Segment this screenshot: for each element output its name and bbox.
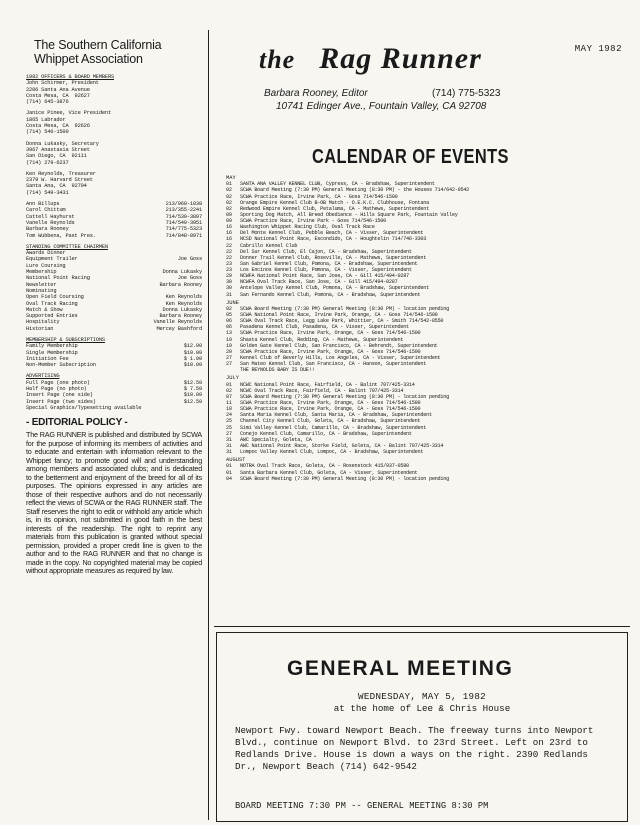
calendar-month: AUGUST: [226, 457, 246, 464]
subscription-value: $10.00: [183, 349, 202, 356]
masthead-the: the: [259, 45, 296, 74]
advertising-note: Special Graphics/Typesetting available: [26, 404, 142, 411]
event-text: Conejo Kennel Club, Camarillo, CA - Bradshaw, Superintendent: [240, 430, 412, 437]
officer-line: Ken Reynolds, Treasurer: [26, 170, 96, 177]
event-text: SCWA National Point Race, Irvine Park, Orange, CA - Goss 714/546-1500: [240, 312, 438, 319]
masthead-name: Rag Runner: [319, 42, 482, 75]
officer-line: (714) 549-3431: [26, 189, 69, 196]
left-column: [26, 38, 202, 818]
event-day: 22: [226, 242, 232, 249]
event-text: NCWFA National Point Race, San Jose, CA - Gill 415/494-0287: [240, 273, 409, 280]
event-text: SCWA Oval Track Race, Legg Lake Park, Whittier, CA - Smith 714/542-8550: [240, 318, 444, 325]
officer-line: (714) 645-3876: [26, 99, 69, 106]
event-text: Channel City Kennel Club, Goleta, CA - Bradshaw, Superintendent: [240, 418, 421, 425]
event-day: 01: [226, 181, 232, 188]
board-member-name: Barbara Rooney: [26, 226, 69, 233]
event-day: 22: [226, 254, 232, 261]
calendar-title: CALENDAR OF EVENTS: [312, 146, 509, 168]
calendar-month: MAY: [226, 175, 236, 181]
event-day: 16: [226, 236, 232, 243]
committee-value: Joe Goss: [177, 275, 202, 282]
general-meeting-host: at the home of Lee & Chris House: [333, 703, 511, 714]
subscription: [26, 362, 202, 368]
officer-line: (714) 546-1500: [26, 129, 69, 136]
event-day: 25: [226, 424, 232, 431]
event-day: 30: [226, 285, 232, 292]
board-member-value: 213/960-1038: [165, 201, 202, 208]
event-day: 31: [226, 436, 232, 443]
event-text: AWC Specialty, Goleta, CA: [240, 436, 312, 443]
committee-value: Vanelle Reynolds: [153, 319, 202, 326]
event-day: 19: [226, 336, 232, 343]
event-text: SCWA Board Meeting (7:30 PM) General Meeting (8:30 PM) - location pending: [240, 475, 449, 482]
event-day: 04: [226, 475, 232, 482]
editorial-policy-title: - EDITORIAL POLICY -: [26, 417, 128, 429]
event-day: 02: [226, 193, 232, 200]
officer-block: [26, 171, 202, 196]
event-day: 29: [226, 273, 232, 280]
calendar-separator: [214, 626, 630, 627]
event-text: SANTA ANA VALLEY KENNEL CLUB, Cypress, CA - Bradshaw, Superintendent: [240, 181, 435, 188]
calendar-of-events: [226, 173, 630, 482]
event-day: 23: [226, 267, 232, 274]
officer-line: (714) 279-6237: [26, 159, 69, 166]
event-day: 02: [226, 305, 232, 312]
masthead-phone: (714) 775-5323: [432, 88, 501, 99]
event-day: 01: [226, 381, 232, 388]
board-list: [26, 201, 202, 239]
event-day: 06: [226, 324, 232, 331]
subscription-name: Initiation Fee: [26, 355, 69, 362]
officer-line: Janice Pinee, Vice President: [26, 110, 111, 117]
event-day: 31: [226, 291, 232, 298]
event-text: Del Monte Kennel Club, Pebble Beach, CA - Visser, Superintendent: [240, 230, 424, 237]
event-day: 27: [226, 354, 232, 361]
officer-line: 1865 Labrador: [26, 116, 66, 123]
board-member-value: 213/355-2241: [165, 207, 202, 214]
ad-rate-value: $10.00: [183, 392, 202, 399]
event-text: NCWFA Oval Track Race, San Jose, CA - Gill 415/494-0287: [240, 279, 398, 286]
officers-list: [26, 80, 202, 196]
event-day: 01: [226, 463, 232, 470]
event-text: Los Encinos Kennel Club, Pomona, CA - Visser, Superintendent: [240, 267, 412, 274]
event-text: Lompoc Valley Kennel Club, Lompoc, CA - Bradshaw, Superintendent: [240, 449, 424, 456]
event-text: Washington Whippet Racing Club, Oval Track Race: [240, 224, 375, 231]
event-day: 25: [226, 418, 232, 425]
event-text: SCWA Board Meeting (7:30 PM) General Meeting (8:30 PM) - location pending: [240, 305, 449, 312]
ad-rate-value: $12.50: [183, 379, 202, 386]
committee-name: Oval Track Racing: [26, 300, 78, 307]
officer-line: 3967 Anastasia Street: [26, 146, 90, 153]
event-text: SCWA Practice Race, Irvine Park, Orange, CA - Goss 714/546-1500: [240, 348, 421, 355]
committee-name: Nominating: [26, 287, 57, 294]
event-text: SCWA Board Meeting (7:30 PM) General Meeting (8:30 PM) - location pending: [240, 393, 449, 400]
committee: [26, 326, 202, 332]
event-day: 16: [226, 224, 232, 231]
committee-value: Barbara Rooney: [159, 313, 202, 320]
calendar-month: JULY: [226, 375, 239, 382]
subscription-value: $12.00: [183, 343, 202, 350]
calendar-event: [226, 367, 630, 373]
event-day: 24: [226, 412, 232, 419]
subscriptions-list: [26, 343, 202, 368]
masthead-editor: Barbara Rooney, Editor: [264, 88, 368, 99]
officer-block: [26, 110, 202, 135]
association-name: The Southern California Whippet Association: [34, 38, 162, 66]
masthead-title: [259, 42, 482, 76]
event-day: 02: [226, 387, 232, 394]
event-day: 23: [226, 260, 232, 267]
event-text: Orange Empire Kennel Club B-OB Match - O.E.K.C. Clubhouse, Fontana: [240, 199, 429, 206]
committee-heading: STANDING COMMITTEE CHAIRMEN: [26, 243, 108, 250]
committee-name: Historian: [26, 325, 54, 332]
ad-rate-name: Insert Page (one side): [26, 392, 93, 399]
ad-rate-name: Full Page (one photo): [26, 379, 90, 386]
subscription-value: $ 1.00: [183, 355, 202, 362]
calendar-event: [226, 476, 630, 482]
event-text: Santa Maria Kennel Club, Santa Maria, CA - Bradshaw, Superintendent: [240, 412, 432, 419]
committee-name: Lure Coursing: [26, 262, 66, 269]
committee-name: National Point Racing: [26, 275, 90, 282]
officer-line: John Schirmer, President: [26, 80, 99, 87]
subscription-name: Single Membership: [26, 349, 78, 356]
event-text: SCWA Board Meeting (7:30 PM) General Meeting (8:30 PM) - the Houses 714/642-9542: [240, 187, 470, 194]
event-text: Antelope Valley Kennel Club, Pomona, CA - Bradshaw, Superintendent: [240, 285, 429, 292]
event-text: NCSD National Point Race, Escondido, CA - Houghtelin 714/746-3303: [240, 236, 427, 243]
column-divider: [208, 30, 209, 820]
committee-name: Newsletter: [26, 281, 57, 288]
officer-line: 2206 Santa Ana Avenue: [26, 86, 90, 93]
event-text: NOTRA Oval Track Race, Goleta, CA - Rosenstock 415/937-0590: [240, 463, 409, 470]
event-day: 13: [226, 330, 232, 337]
event-day: 02: [226, 199, 232, 206]
ad-rate-name: Insert Page (two sides): [26, 398, 96, 405]
board-member-name: Carol Chittum: [26, 207, 66, 214]
event-day: 27: [226, 361, 232, 368]
officer-line: 2379 W. Harvard Street: [26, 177, 93, 184]
officer-line: Costa Mesa, CA 92627: [26, 92, 90, 99]
board-member-value: 714/549-3951: [165, 219, 202, 226]
event-text: NCWC National Point Race, Fairfield, CA - Balint 707/425-3314: [240, 381, 415, 388]
committee-list: [26, 250, 202, 332]
event-day: 31: [226, 442, 232, 449]
committee-name: Hospitality: [26, 319, 60, 326]
committee-name: Membership: [26, 269, 57, 276]
event-text: Cabrillo Kennel Club: [240, 242, 298, 249]
event-text: Donner Trail Kennel Club, Roseville, CA - Mathews, Superintendent: [240, 254, 427, 261]
event-day: 09: [226, 211, 232, 218]
committee-value: Donna Lukasky: [162, 306, 202, 313]
ad-rate-value: $12.50: [183, 398, 202, 405]
committee-name: Equipment Trailer: [26, 256, 78, 263]
event-text: Redwood Empire Kennel Club, Petaluma, CA - Mathews, Superintendent: [240, 205, 429, 212]
event-text: Golden Gate Kennel Club, San Francisco, CA - Behrendt, Superintendent: [240, 342, 438, 349]
general-meeting-title: GENERAL MEETING: [287, 657, 514, 680]
officer-line: Costa Mesa, CA 92626: [26, 123, 90, 130]
event-day: 02: [226, 187, 232, 194]
issue-date: MAY 1982: [574, 44, 622, 54]
board-member-name: Cattell Hayhurst: [26, 213, 75, 220]
event-text: San Fernando Kennel Club, Pomona, CA - Bradshaw, Superintendent: [240, 291, 421, 298]
officer-line: San Diego, CA 92111: [26, 153, 87, 160]
event-text: San Mateo Kennel Club, San Francisco, CA - Hanson, Superintendent: [240, 361, 427, 368]
right-column: [214, 30, 630, 820]
event-day: 20: [226, 348, 232, 355]
committee-name: Awards Dinner: [26, 250, 66, 257]
calendar-event: [226, 449, 630, 455]
event-day: 05: [226, 312, 232, 319]
general-meeting-date: WEDNESDAY, MAY 5, 1982: [358, 691, 486, 702]
ad-rate-name: Half Page (no photo): [26, 386, 87, 393]
event-text: AWC National Point Race, Storke Field, Goleta, CA - Balint 707/425-3314: [240, 442, 444, 449]
event-text: SCWA Practice Race, Irvine Park, Orange, CA - Goss 714/546-1500: [240, 400, 421, 407]
subscription-value: $10.00: [183, 362, 202, 369]
general-meeting-box: [216, 632, 628, 822]
general-meeting-times: BOARD MEETING 7:30 PM -- GENERAL MEETING 8:30 PM: [235, 801, 489, 811]
committee-name: Open Field Coursing: [26, 294, 84, 301]
ad-rate-value: $ 7.50: [183, 386, 202, 393]
event-day: 16: [226, 230, 232, 237]
subscription-name: Non-Member Subscription: [26, 362, 96, 369]
officers-heading: 1982 OFFICERS & BOARD MEMBERS: [26, 74, 115, 80]
event-day: 27: [226, 430, 232, 437]
event-text: Kennel Club of Beverly Hills, Los Angeles, CA - Visser, Superintendent: [240, 354, 441, 361]
event-text: Santa Barbara Kennel Club, Goleta, CA - Visser, Superintendent: [240, 469, 418, 476]
committee-value: Donna Lukasky: [162, 269, 202, 276]
calendar-month: JUNE: [226, 299, 239, 306]
advertising-list: [26, 380, 202, 405]
event-day: 30: [226, 279, 232, 286]
event-day: 07: [226, 393, 232, 400]
officer-block: [26, 80, 202, 105]
event-day: 31: [226, 449, 232, 456]
board-member-value: 714/848-8971: [165, 232, 202, 239]
event-text: SCWA Practice Race, Irvine Park, Orange, CA - Goss 714/546-1500: [240, 406, 421, 413]
committee-value: Barbara Rooney: [159, 281, 202, 288]
event-text: SCWA Practice Race, Irvine Park - Goss 714/546-1500: [240, 218, 387, 225]
event-text: NCWC Oval Track Race, Fairfield, CA - Balint 707/425-3314: [240, 387, 404, 394]
editorial-policy-text: The RAG RUNNER is published and distributed by SCWA for the purpose of informing its members of activities and to educate and entertain with information relevant to the Whippet fancy; to promote good will and understanding among members and associated clubs; and is dedicated to the betterment and enjoyment of the breed for all of its purposes. The opinions expressed in any articles are those of their respective authors and do not necessarily reflect the views of SCWA or the RAG RUNNER staff. The Staff reserves the right to edit or withhold any article which is, in its opinion, not submitted in good faith in the best interests of the readership. The right to reprint any materials from this publication is granted without special permission, provided a proper credit line is given to the author and to the RAG RUNNER and that no change is made in the copy. No copyrighted material may be copied without appropriate measures as required by law.: [26, 430, 202, 576]
officer-line: Donna Lukasky, Secretary: [26, 140, 99, 147]
committee-value: Ken Reynolds: [165, 300, 202, 307]
event-text: THE REYNOLDS BABY IS DUE!!: [240, 367, 315, 374]
board-member-value: 714/775-5323: [165, 226, 202, 233]
officer-block: [26, 141, 202, 166]
event-day: 22: [226, 248, 232, 255]
committee-value: Ken Reynolds: [165, 294, 202, 301]
event-text: SCWA Practice Race, Irvine Park, Orange, CA - Goss 714/546-1500: [240, 330, 421, 337]
masthead-address: 10741 Edinger Ave., Fountain Valley, CA 92708: [276, 101, 487, 112]
advertising-heading: ADVERTISING: [26, 373, 60, 380]
board-member: [26, 233, 202, 239]
committee-value: Joe Goss: [177, 256, 202, 263]
event-text: Sporting Dog Match, All Breed Obedience - Hills Square Park, Fountain Valley: [240, 211, 458, 218]
event-text: Simi Valley Kennel Club, Camarillo, CA - Bradshaw, Superintendent: [240, 424, 427, 431]
event-day: 02: [226, 205, 232, 212]
event-day: 01: [226, 469, 232, 476]
board-member-name: Ann Billups: [26, 201, 60, 208]
event-text: Pasadena Kennel Club, Pasadena, CA - Visser, Superintendent: [240, 324, 409, 331]
event-text: SCWA Practice Race, Irvine Park, CA - Goss 714/546-1500: [240, 193, 398, 200]
board-member-name: Tom Wubbena, Past Pres.: [26, 232, 96, 239]
committee-name: Supported Entries: [26, 313, 78, 320]
board-member-value: 714/539-3897: [165, 213, 202, 220]
event-day: 11: [226, 400, 232, 407]
general-meeting-directions: Newport Fwy. toward Newport Beach. The freeway turns into Newport Blvd., continue on Newport Blvd. to 23rd Street. Left on 23rd to Redlands Drive. House is down a ways on the right. 2390 Redlands Dr., Newport Beach (714) 642-9542: [235, 725, 594, 772]
board-member-name: Vanelle Reynolds: [26, 219, 75, 226]
event-day: 19: [226, 342, 232, 349]
event-day: 09: [226, 218, 232, 225]
officer-line: Santa Ana, CA 92704: [26, 183, 87, 190]
event-text: Shasta Kennel Club, Redding, CA - Mathews, Superintendent: [240, 336, 404, 343]
committee-name: Match & Show: [26, 306, 63, 313]
event-day: 06: [226, 318, 232, 325]
subscription-name: Family Membership: [26, 343, 78, 350]
calendar-event: [226, 292, 630, 298]
event-day: 18: [226, 406, 232, 413]
subscriptions-heading: MEMBERSHIP & SUBSCRIPTIONS: [26, 336, 105, 343]
event-text: Del Sur Kennel Club, El Cajon, CA - Bradshaw, Superintendent: [240, 248, 412, 255]
event-text: San Gabriel Kennel Club, Pomona, CA - Bradshaw, Superintendent: [240, 260, 418, 267]
committee-value: Mercey Bashford: [156, 325, 202, 332]
